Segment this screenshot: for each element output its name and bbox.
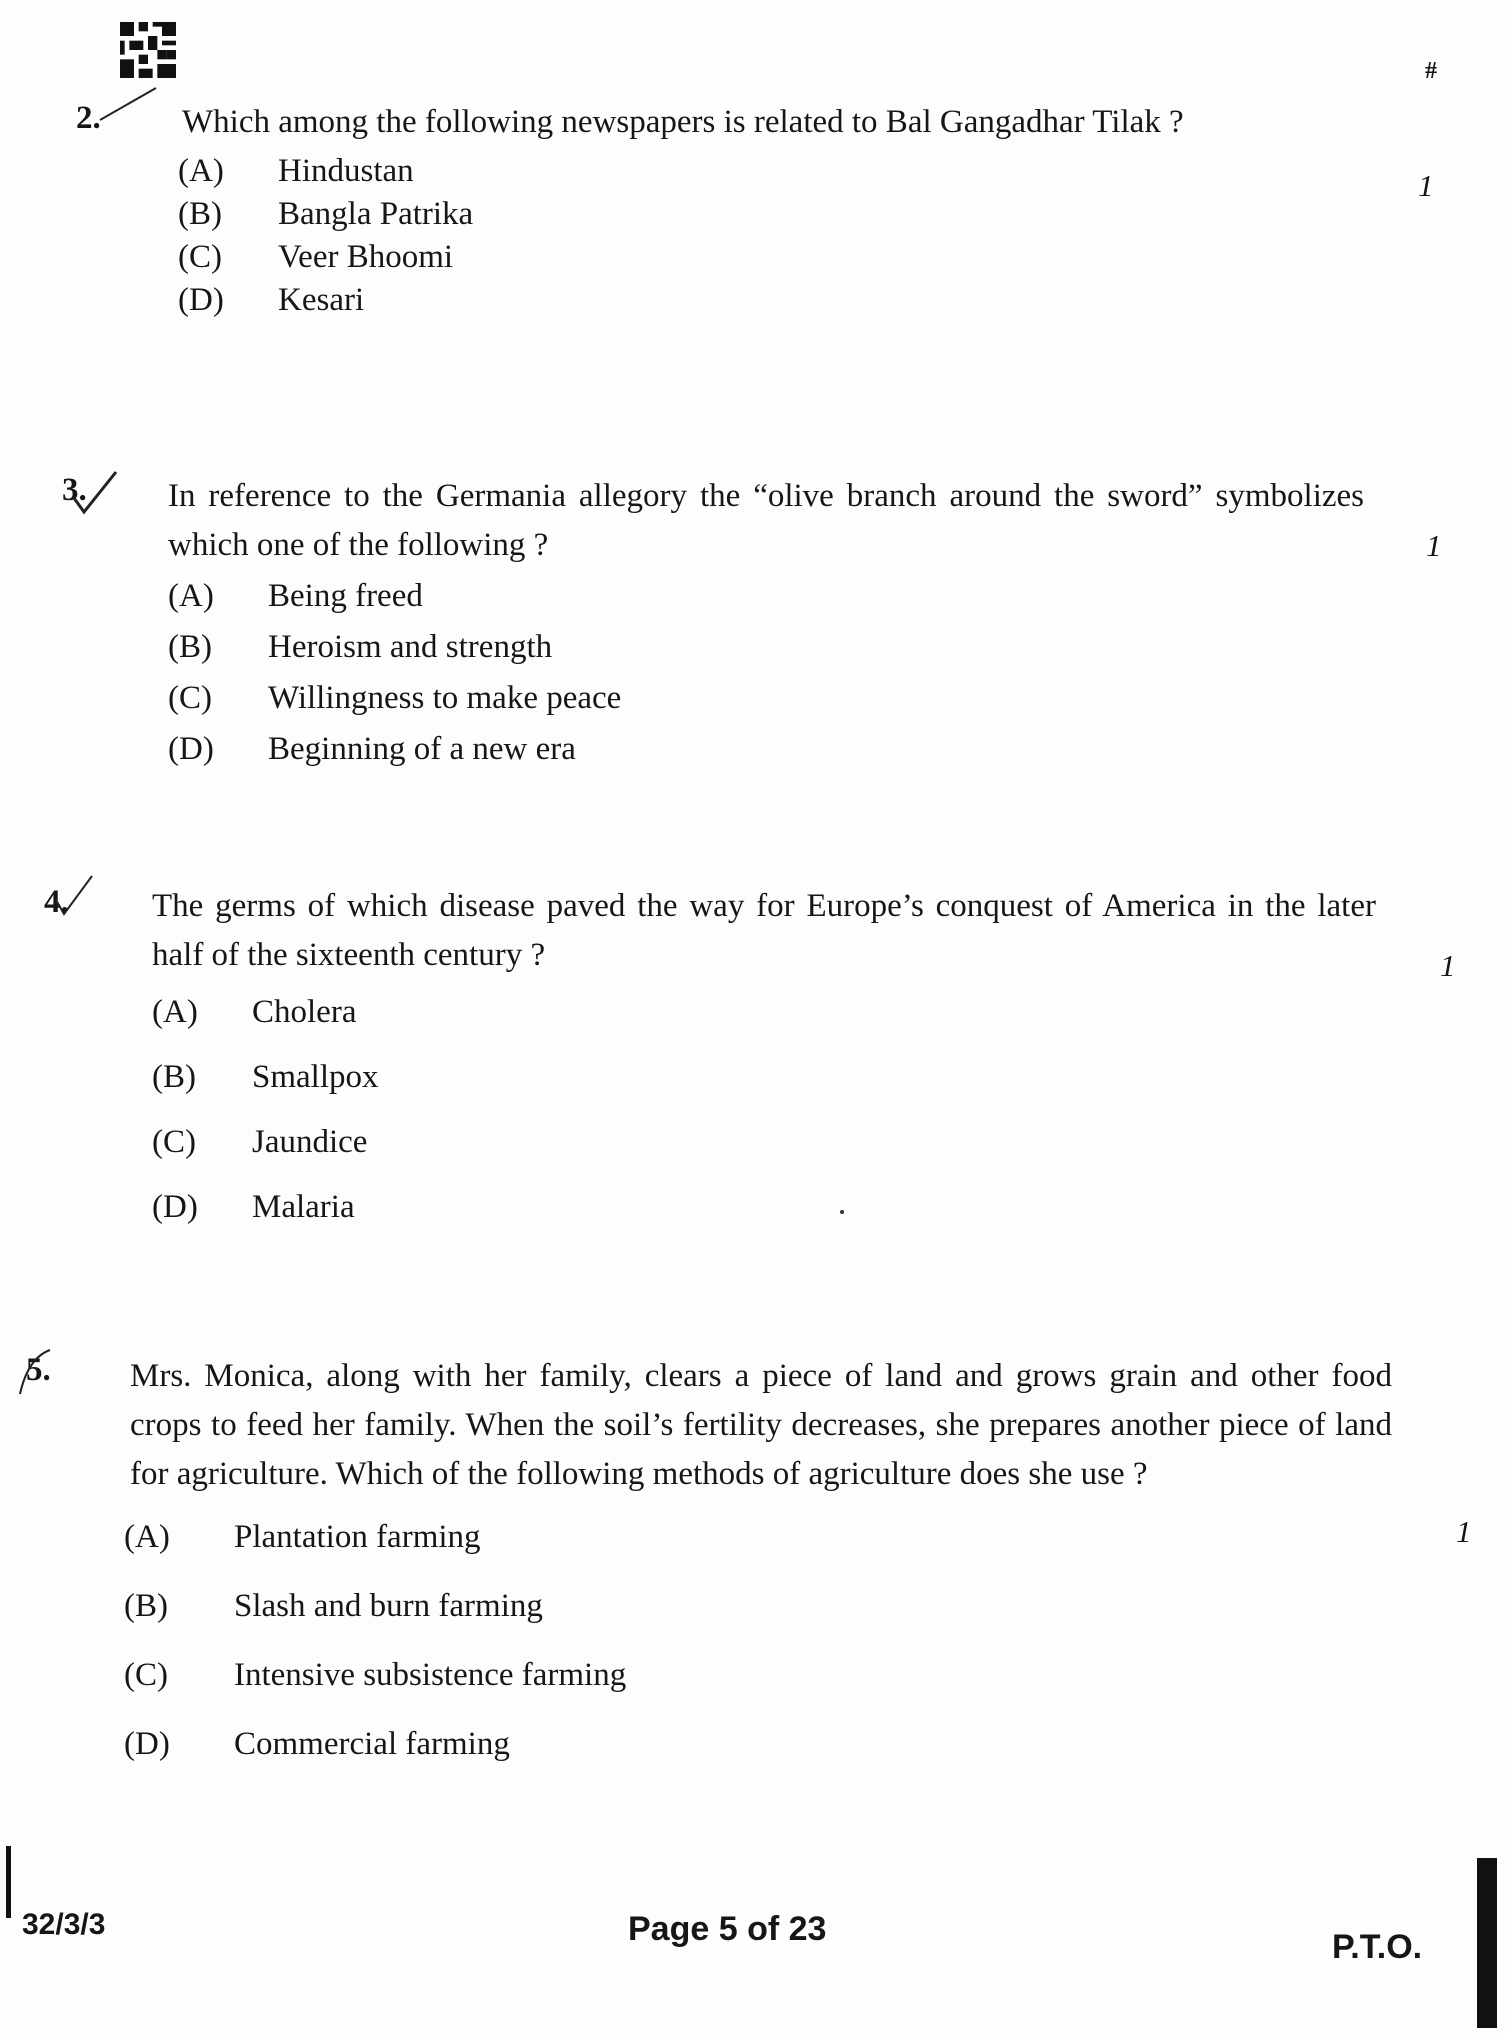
question-text: In reference to the Germania allegory the “olive branch around the sword” symbolizes which one of the following ? (168, 478, 1364, 563)
footer-right-bar (1477, 1858, 1497, 2028)
marks-value: 1 (1456, 1514, 1472, 1549)
tick-mark-icon (96, 84, 160, 124)
tick-mark-icon (14, 1344, 54, 1400)
option-c: (C) Jaundice (152, 1124, 368, 1160)
option-c: (C) Intensive subsistence farming (124, 1657, 627, 1693)
question-number: 3. (62, 472, 87, 508)
question-number: 2. (76, 100, 101, 136)
question-number: 4. (44, 884, 69, 920)
option-d: (D) Beginning of a new era (168, 731, 576, 767)
option-a: (A) Plantation farming (124, 1519, 481, 1555)
option-a: (A) Hindustan (178, 153, 414, 189)
option-c: (C) Willingness to make peace (168, 680, 622, 716)
option-b: (B) Bangla Patrika (178, 196, 474, 232)
question-text: Which among the following newspapers is related to Bal Gangadhar Tilak ? (182, 104, 1184, 140)
option-d: (D) Commercial farming (124, 1726, 510, 1762)
option-b: (B) Heroism and strength (168, 629, 553, 665)
option-b: (B) Slash and burn farming (124, 1588, 543, 1624)
question-number: 5. (26, 1352, 51, 1388)
paper-code: 32/3/3 (22, 1908, 106, 1941)
option-a: (A) Cholera (152, 994, 357, 1030)
page-mark-symbol: # (1425, 58, 1437, 84)
question-text: The germs of which disease paved the way for Europe’s conquest of America in the later half of the sixteenth century ? (152, 888, 1376, 973)
question-2 (178, 98, 1362, 325)
option-d: (D) Malaria (152, 1189, 355, 1225)
marks-value: 1 (1426, 528, 1442, 563)
marks-value: 1 (1440, 948, 1456, 983)
option-a: (A) Being freed (168, 578, 423, 614)
pto-label: P.T.O. (1332, 1928, 1423, 1966)
question-text: Mrs. Monica, along with her family, clears a piece of land and grows grain and other food crops to feed her family. When the soil’s fertility decreases, she prepares another piece of land for agriculture. Which of the following methods of agriculture does she use ? (130, 1358, 1392, 1492)
qr-code-icon (118, 22, 178, 78)
option-c: (C) Veer Bhoomi (178, 239, 454, 275)
question-4 (152, 882, 1376, 1232)
stray-dot (840, 1210, 844, 1214)
question-3 (168, 472, 1364, 774)
tick-mark-icon (50, 872, 96, 920)
option-b: (B) Smallpox (152, 1059, 379, 1095)
footer-left-bar (6, 1846, 11, 1918)
question-5 (124, 1352, 1392, 1769)
marks-value: 1 (1418, 168, 1434, 203)
page-number: Page 5 of 23 (628, 1910, 827, 1948)
option-d: (D) Kesari (178, 282, 365, 318)
tick-mark-icon (70, 468, 120, 516)
